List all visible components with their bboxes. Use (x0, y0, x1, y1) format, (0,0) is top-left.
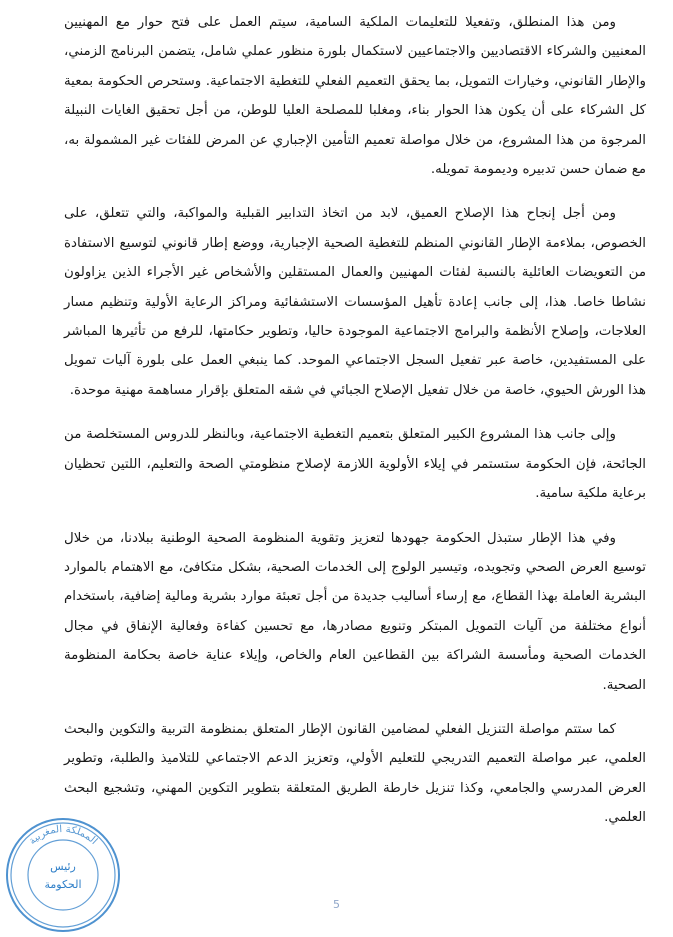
stamp-title-line1: رئيس (50, 860, 76, 873)
official-stamp (4, 816, 122, 934)
page-number: 5 (333, 898, 340, 911)
stamp-ring-text: المملكة المغربية (27, 823, 100, 847)
paragraph: وإلى جانب هذا المشروع الكبير المتعلق بتعميم التغطية الاجتماعية، وبالنظر للدروس المستخلصة من الجائحة، فإن الحكومة ستستمر في إيلاء الأولوية اللازمة لإصلاح منظومتي الصحة والتعليم، اللتين تحظيان برعاية ملكية سامية. (64, 427, 646, 502)
paragraph: كما ستتم مواصلة التنزيل الفعلي لمضامين القانون الإطار المتعلق بمنظومة التربية والتكوين والبحث العلمي، عبر مواصلة التعميم التدريجي للتعليم الأولي، وتعزيز الدعم الاجتماعي للتلاميذ والطلبة، وتطوير العرض المدرسي والجامعي، وكذا تنزيل خارطة الطريق المتعلقة بتطوير التكوين المهني، وتشجيع البحث العلمي. (64, 721, 646, 826)
stamp-outer-ring (7, 819, 119, 931)
paragraph: ومن أجل إنجاح هذا الإصلاح العميق، لابد من اتخاذ التدابير القبلية والمواكبة، والتي تتعلق، على الخصوص، بملاءمة الإطار القانوني المنظم للتغطية الصحية الإجبارية، ووضع إطار قانوني لتوسيع الاستفادة من التعويضات العائلية بالنسبة لفئات المهنيين والعمال المستقلين والأشخاص غير الأجراء الذين يزاولون نشاطا خاصا. هذا، إلى جانب إعادة تأهيل المؤسسات الاستشفائية ومراكز الرعاية الأولية وتنظيم مسار العلاجات، وإصلاح الأنظمة والبرامج الاجتماعية الموجودة حاليا، وتطوير حكامتها، للرفع من تأثيرها المباشر على المستفيدين، خاصة عبر تفعيل السجل الاجتماعي الموحد. كما ينبغي العمل على بلورة آليات تمويل هذا الورش الحيوي، خاصة من خلال تفعيل الإصلاح الجبائي في شقه المتعلق بإقرار مساهمة مهنية موحدة. (64, 206, 646, 398)
paragraph: وفي هذا الإطار ستبذل الحكومة جهودها لتعزيز وتقوية المنظومة الصحية الوطنية ببلادنا، من خلال توسيع العرض الصحي وتجويده، وتيسير الولوج إلى الخدمات الصحية، بشكل متكافئ، مع الاهتمام بالموارد البشرية العاملة بهذا القطاع، مع إرساء أساليب جديدة من أجل تعبئة موارد بشرية ومالية إضافية، باستخدام أنواع مختلفة من آليات التمويل المبتكر وتنويع مصادرها، مع تحسين كفاءة وفعالية الإنفاق في مجال الخدمات الصحية ومأسسة الشراكة بين القطاعين العام والخاص، وإيلاء عناية خاصة بحكامة المنظومة الصحية. (64, 530, 646, 693)
stamp-middle-ring (11, 823, 115, 927)
paragraph: ومن هذا المنطلق، وتفعيلا للتعليمات الملكية السامية، سيتم العمل على فتح حوار مع المهنيين المعنيين والشركاء الاقتصاديين والاجتماعيين لاستكمال بلورة منظور عملي شامل، يتضمن البرنامج الزمني، والإطار القانوني، وخيارات التمويل، بما يحقق التعميم الفعلي للتغطية الاجتماعية. وستحرص الحكومة بمعية كل الشركاء على أن يكون هذا الحوار بناء، ومغلبا للمصلحة العليا للوطن، من أجل تحقيق الغايات النبيلة المرجوة من هذا المشروع، من خلال مواصلة تعميم التأمين الإجباري عن المرض للفئات غير المشمولة به، مع ضمان حسن تدبيره وديمومة تمويله. (64, 15, 646, 178)
document-body (64, 8, 646, 833)
stamp-title-line2: الحكومة (44, 878, 82, 891)
